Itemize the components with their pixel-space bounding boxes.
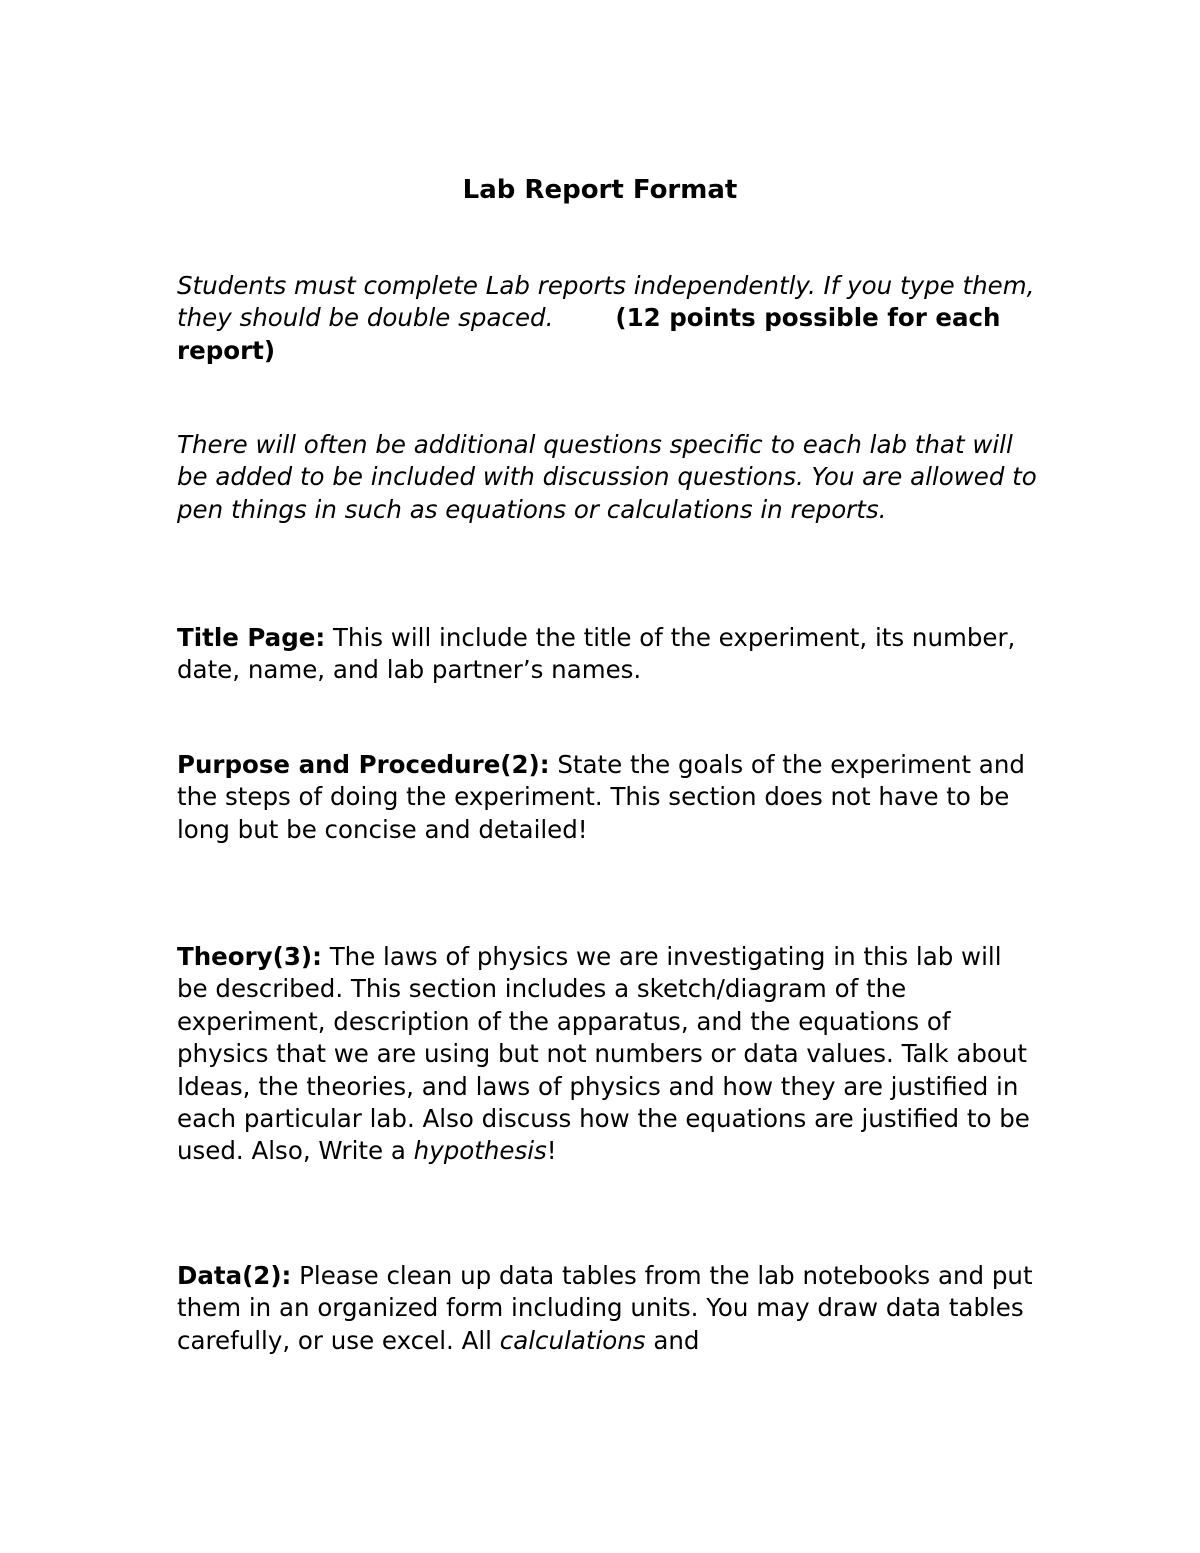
title-page-section bbox=[177, 622, 1037, 687]
data-calculations-word: calculations bbox=[499, 1325, 646, 1355]
data-section bbox=[177, 1260, 1037, 1357]
purpose-heading: Purpose and Procedure(2): bbox=[177, 750, 550, 779]
page-title: Lab Report Format bbox=[462, 175, 738, 205]
intro-paragraph bbox=[177, 270, 1037, 367]
additional-questions-paragraph: There will often be additional questions specific to each lab that will be added to be included with discussion questions. You are allowed to pen things in such as equations or calculations in reports. bbox=[177, 430, 1037, 524]
theory-section bbox=[177, 941, 1037, 1168]
data-heading: Data(2): bbox=[177, 1261, 292, 1290]
points-note: (12 points possible for each report) bbox=[177, 303, 1001, 365]
theory-heading: Theory(3): bbox=[177, 942, 322, 971]
purpose-section bbox=[177, 749, 1037, 846]
data-body: Please clean up data tables from the lab notebooks and put them in an organized form including units. You may draw data tables carefully, or use excel. All bbox=[177, 1261, 1033, 1355]
title-page-heading: Title Page: bbox=[177, 623, 326, 652]
theory-hypothesis-word: hypothesis bbox=[413, 1136, 547, 1166]
intro-instructions: Students must complete Lab reports independently. If you type them, they should be double spaced. bbox=[177, 271, 1035, 333]
theory-body: The laws of physics we are investigating in this lab will be described. This section includes a sketch/diagram of the experiment, description of the apparatus, and the equations of physics that we are using but not numbers or data values. Talk about Ideas, the theories, and laws of physics and how they are justified in each particular lab. Also discuss how the equations are justified to be used. Also, Write a bbox=[177, 942, 1030, 1166]
purpose-body: State the goals of the experiment and the steps of doing the experiment. This section does not have to be long but be concise and detailed! bbox=[177, 750, 1025, 844]
data-end: and bbox=[645, 1325, 700, 1355]
theory-end: ! bbox=[546, 1136, 557, 1166]
title-page-body: This will include the title of the experiment, its number, date, name, and lab partner’s names. bbox=[177, 623, 1016, 685]
